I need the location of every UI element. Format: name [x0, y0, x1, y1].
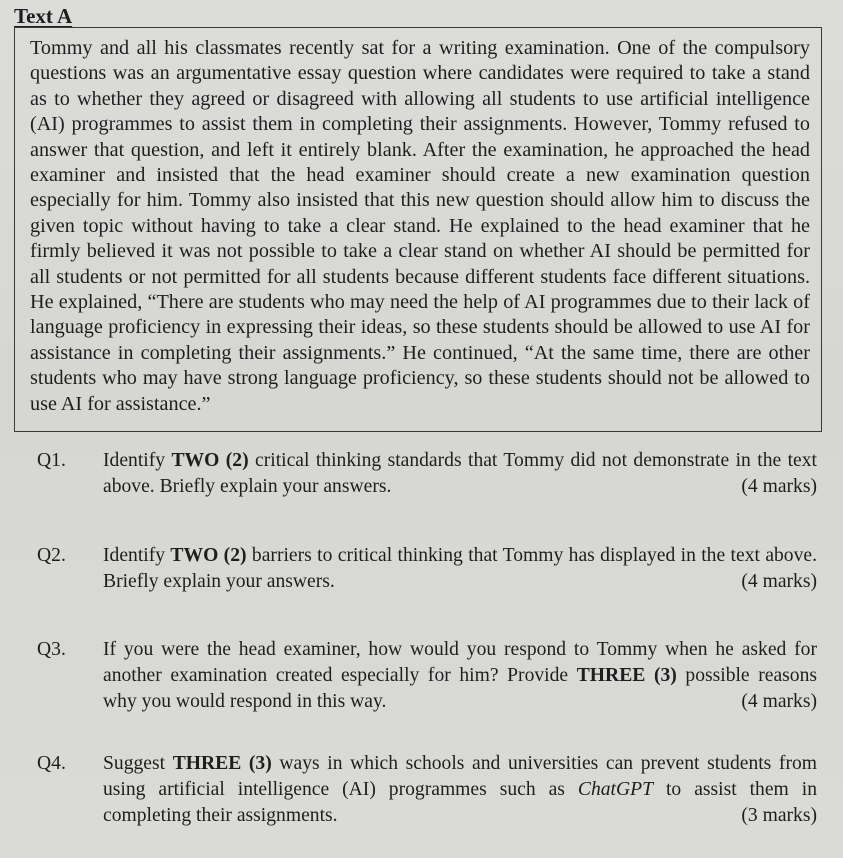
- question-emphasis: THREE (3): [576, 665, 677, 686]
- text-a-heading: Text A: [14, 4, 73, 28]
- question-number: Q4.: [37, 753, 66, 774]
- question-2: [37, 543, 817, 595]
- question-text: Suggest THREE (3) ways in which schools and universities can prevent students from using artificial intelligence (AI) programmes such as ChatGPT to assist them in completing their assignments. (3 marks): [103, 751, 817, 829]
- question-number: Q1.: [37, 450, 66, 471]
- question-emphasis: TWO (2): [171, 450, 249, 471]
- question-1: [37, 448, 817, 500]
- question-text: Identify TWO (2) barriers to critical thinking that Tommy has displayed in the text above. Briefly explain your answers. (4 marks): [103, 543, 817, 595]
- question-emphasis: THREE (3): [172, 753, 272, 774]
- question-marks: (4 marks): [741, 691, 817, 712]
- question-4: [37, 751, 817, 829]
- question-emphasis: TWO (2): [170, 545, 247, 566]
- question-text: If you were the head examiner, how would you respond to Tommy when he asked for another examination created especially for him? Provide THREE (3) possible reasons why you would respond in this way. (4 marks): [103, 637, 817, 715]
- question-marks: (4 marks): [741, 571, 817, 592]
- question-number: Q3.: [37, 639, 66, 660]
- question-text: Identify TWO (2) critical thinking standards that Tommy did not demonstrate in the text above. Briefly explain your answers. (4 marks): [103, 448, 817, 500]
- passage-box: [14, 27, 822, 432]
- question-3: [37, 637, 817, 715]
- question-marks: (4 marks): [741, 476, 817, 497]
- question-italic-term: ChatGPT: [577, 779, 654, 800]
- passage-text: Tommy and all his classmates recently sat for a writing examination. One of the compulsory questions was an argumentative essay question where candidates were required to take a stand as to whether they agreed or disagreed with allowing all students to use artificial intelligence (AI) programmes to assist them in completing their assignments. However, Tommy refused to answer that question, and left it entirely blank. After the examination, he approached the head examiner and insisted that the head examiner should create a new examination question especially for him. Tommy also insisted that this new question should allow him to discuss the given topic without having to take a clear stand. He explained to the head examiner that he firmly believed it was not possible to take a clear stand on whether AI should be permitted for all students or not permitted for all students because different students face different situations. He explained, “There are students who may need the help of AI programmes due to their lack of language proficiency in expressing their ideas, so these students should be allowed to use AI for assistance in completing their assignments.” He continued, “At the same time, there are other students who may have strong language proficiency, so these students should not be allowed to use AI for assistance.”: [30, 37, 810, 415]
- question-marks: (3 marks): [741, 805, 817, 826]
- question-number: Q2.: [37, 545, 66, 566]
